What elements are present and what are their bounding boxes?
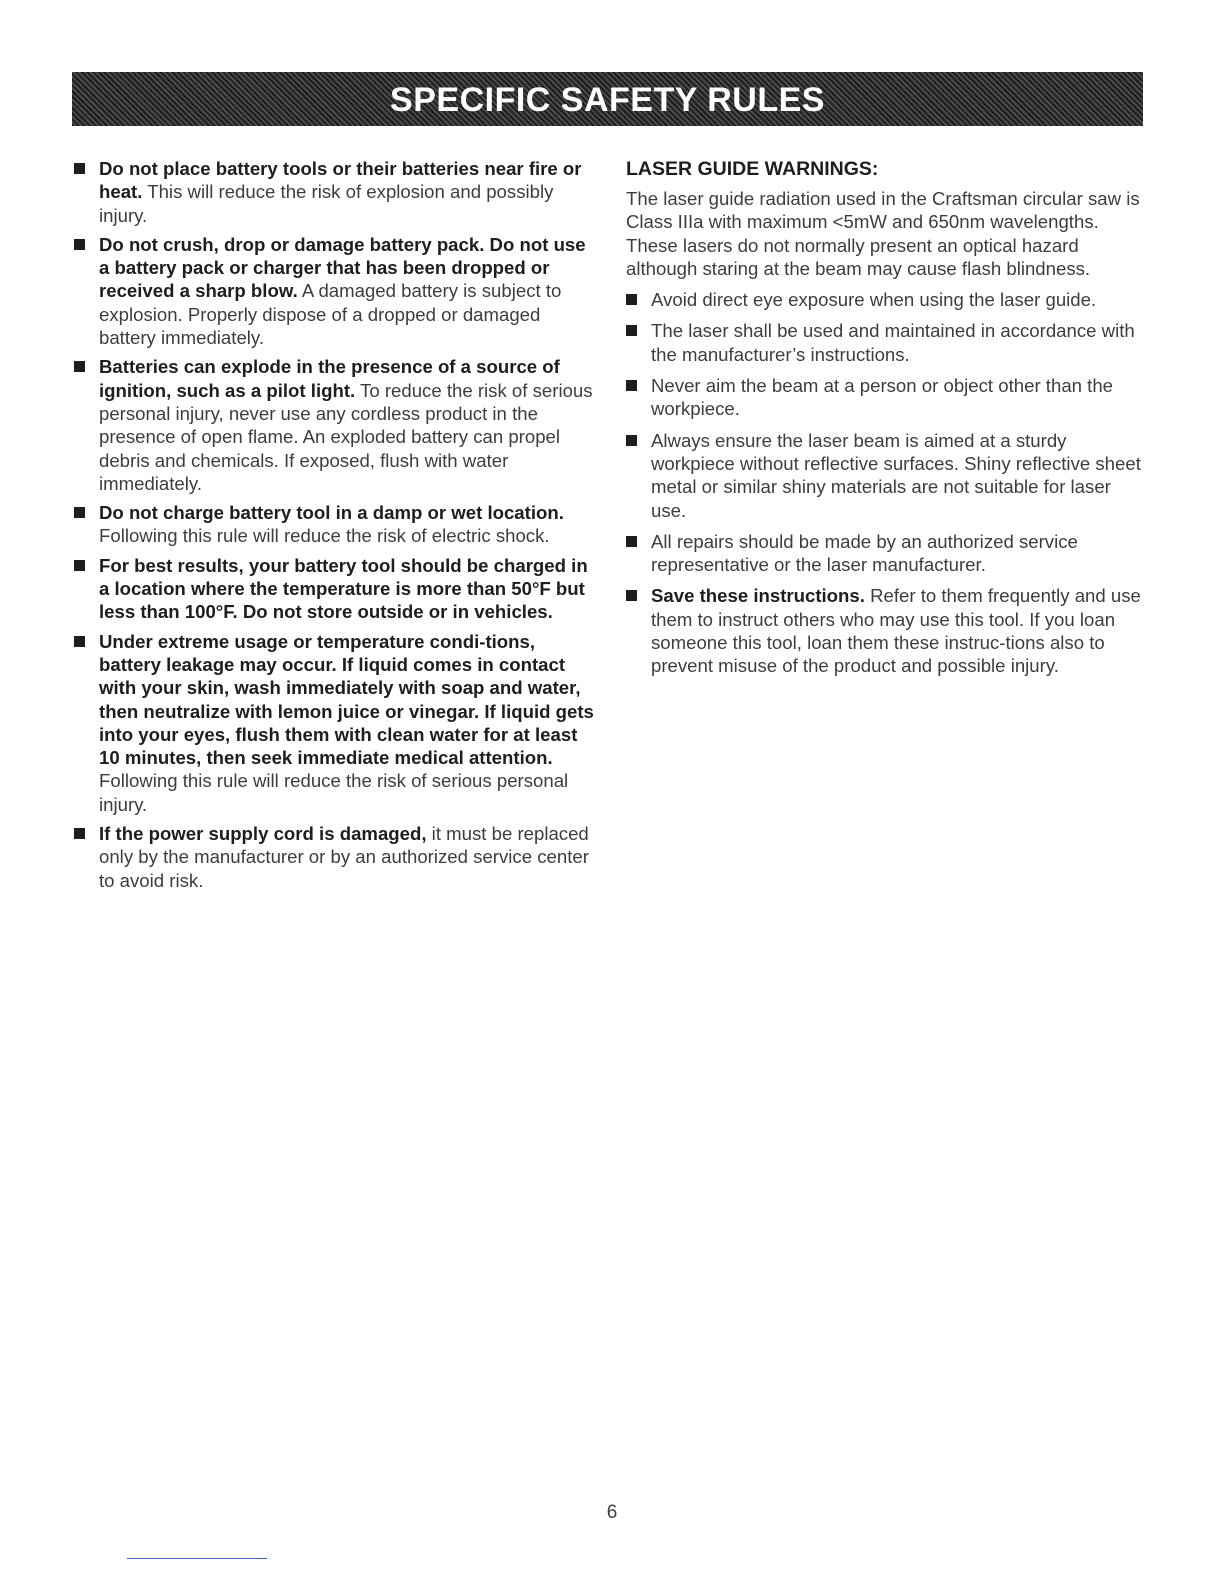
square-bullet-icon — [74, 507, 85, 518]
square-bullet-icon — [74, 560, 85, 571]
list-item — [74, 554, 596, 624]
list-item — [74, 355, 596, 495]
square-bullet-icon — [626, 294, 637, 305]
list-item — [626, 288, 1146, 311]
rule-body: it must be replaced only by the manufacturer or by an authorized service center to avoid risk. — [99, 823, 589, 891]
rule-body: Following this rule will reduce the risk of electric shock. — [99, 525, 550, 547]
rule-lead: If the power supply cord is damaged, — [99, 823, 427, 845]
list-item — [74, 501, 596, 548]
footer-divider — [127, 1558, 267, 1559]
rule-lead: Do not place battery tools or their batteries near fire or heat. — [99, 158, 582, 203]
battery-rules-list — [74, 157, 596, 892]
square-bullet-icon — [626, 380, 637, 391]
rule-lead: Do not charge battery tool in a damp or wet location. — [99, 502, 564, 524]
rule-lead: Under extreme usage or temperature condi-tions, battery leakage may occur. If liquid comes in contact with your skin, wash immediately with soap and water, then neutralize with lemon juice or vinegar. If liquid gets into your eyes, flush them with clean water for at least 10 minutes, then seek immediate medical attention. — [99, 630, 594, 769]
laser-warnings-heading: LASER GUIDE WARNINGS: — [626, 158, 879, 180]
laser-intro-paragraph: The laser guide radiation used in the Craftsman circular saw is Class IIIa with maximum <5mW and 650nm wavelengths. These lasers do not normally present an optical hazard although staring at the beam may cause flash blindness. — [626, 188, 1140, 279]
square-bullet-icon — [74, 828, 85, 839]
banner-title: SPECIFIC SAFETY RULES — [390, 80, 825, 119]
laser-rules-list — [626, 288, 1146, 677]
square-bullet-icon — [74, 239, 85, 250]
rule-body: Never aim the beam at a person or object other than the workpiece. — [651, 375, 1114, 420]
list-item — [626, 584, 1146, 677]
rule-body: This will reduce the risk of explosion and possibly injury. — [99, 181, 554, 226]
rule-body: Always ensure the laser beam is aimed at a sturdy workpiece without reflective surfaces. Shiny reflective sheet metal or similar shiny materials are not suitable for laser use. — [651, 429, 1141, 521]
section-banner — [72, 72, 1143, 126]
rule-body: The laser shall be used and maintained in accordance with the manufacturer’s instructions. — [651, 320, 1135, 365]
list-item — [626, 374, 1146, 421]
rule-lead: Batteries can explode in the presence of a source of ignition, such as a pilot light. — [99, 356, 560, 401]
rule-lead: For best results, your battery tool should be charged in a location where the temperature is more than 50°F but less than 100°F. Do not store outside or in vehicles. — [99, 554, 588, 623]
list-item — [74, 157, 596, 227]
square-bullet-icon — [74, 361, 85, 372]
rule-lead: Do not crush, drop or damage battery pack. Do not use a battery pack or charger that has been dropped or received a sharp blow. — [99, 233, 586, 302]
rule-lead: Save these instructions. — [651, 585, 865, 607]
page-number: 6 — [606, 1502, 618, 1523]
square-bullet-icon — [626, 590, 637, 601]
list-item — [626, 530, 1146, 577]
list-item — [74, 630, 596, 816]
square-bullet-icon — [626, 325, 637, 336]
right-column — [626, 157, 1146, 686]
square-bullet-icon — [74, 636, 85, 647]
list-item — [626, 319, 1146, 366]
square-bullet-icon — [74, 163, 85, 174]
rule-body: Refer to them frequently and use them to instruct others who may use this tool. If you loan someone this tool, loan them these instruc-tions also to prevent misuse of the product and possible injury. — [651, 585, 1141, 677]
rule-body: Following this rule will reduce the risk of serious personal injury. — [99, 770, 569, 815]
list-item — [74, 233, 596, 349]
square-bullet-icon — [626, 536, 637, 547]
rule-body: To reduce the risk of serious personal injury, never use any cordless product in the presence of open flame. An exploded battery can propel debris and chemicals. If exposed, flush with water immediately. — [99, 379, 593, 494]
square-bullet-icon — [626, 435, 637, 446]
rule-body: Avoid direct eye exposure when using the laser guide. — [651, 289, 1097, 311]
rule-body: All repairs should be made by an authorized service representative or the laser manufacturer. — [651, 530, 1078, 576]
list-item — [626, 429, 1146, 522]
list-item — [74, 822, 596, 892]
left-column — [74, 157, 596, 898]
rule-body: A damaged battery is subject to explosion. Properly dispose of a dropped or damaged battery immediately. — [99, 280, 562, 349]
